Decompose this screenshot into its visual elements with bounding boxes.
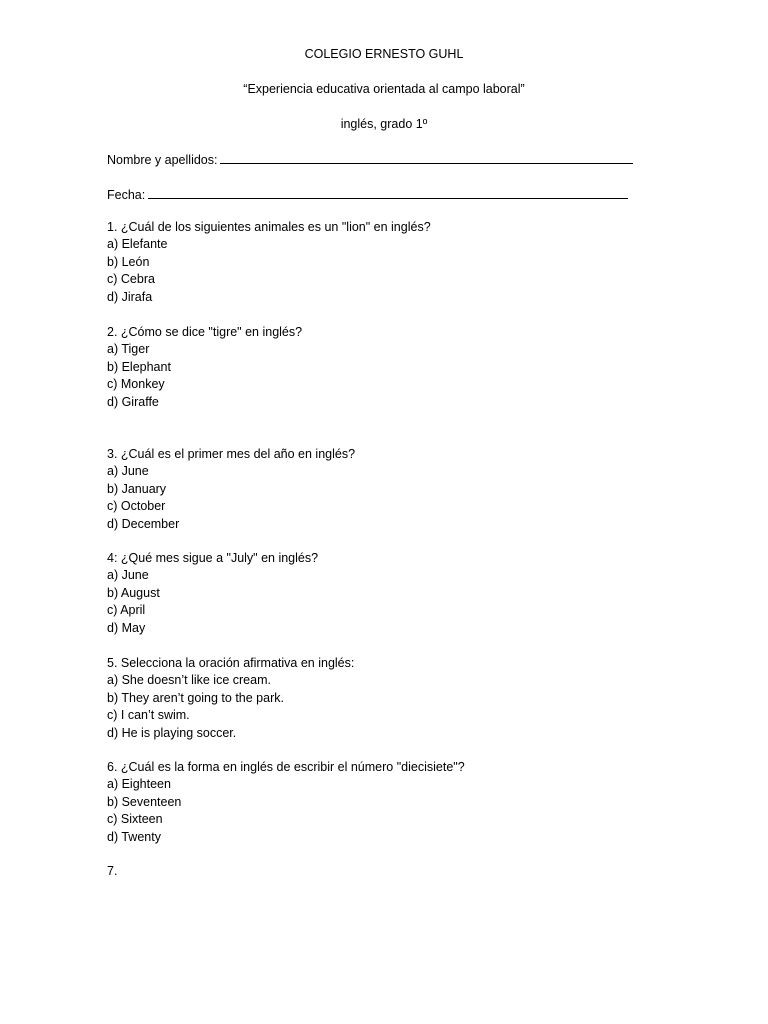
- name-label: Nombre y apellidos:: [107, 153, 218, 167]
- answer-option: b) August: [107, 585, 160, 600]
- answer-option: d) December: [107, 516, 180, 531]
- question-text: 5. Selecciona la oración afirmativa en inglés:: [107, 656, 355, 670]
- answer-option: b) Elephant: [107, 359, 171, 374]
- answer-option: a) Eighteen: [107, 777, 171, 792]
- date-label: Fecha:: [107, 188, 146, 202]
- answer-option: c) April: [107, 603, 146, 618]
- question-2: [107, 324, 727, 411]
- answer-option: b) They aren’t going to the park.: [107, 690, 284, 705]
- answer-option: c) I can’t swim.: [107, 708, 190, 723]
- question-text: 2. ¿Cómo se dice "tigre" en inglés?: [107, 325, 303, 339]
- answer-option: c) Sixteen: [107, 812, 163, 827]
- school-name: COLEGIO ERNESTO GUHL: [304, 47, 464, 61]
- course-label: inglés, grado 1º: [340, 117, 428, 131]
- question-5: [107, 655, 727, 742]
- answer-option: c) Cebra: [107, 272, 155, 287]
- answer-option: b) Seventeen: [107, 794, 182, 809]
- answer-option: a) June: [107, 568, 149, 583]
- answer-option: d) Twenty: [107, 829, 161, 844]
- question-4: [107, 550, 727, 637]
- question-text: 4: ¿Qué mes sigue a "July" en inglés?: [107, 551, 319, 565]
- answer-option: d) Giraffe: [107, 394, 159, 409]
- date-underline: [148, 185, 628, 199]
- answer-option: a) She doesn’t like ice cream.: [107, 673, 271, 688]
- question-text: 3. ¿Cuál es el primer mes del año en inglés?: [107, 447, 356, 461]
- answer-option: b) León: [107, 254, 150, 269]
- name-field: [107, 150, 633, 169]
- answer-option: a) Elefante: [107, 237, 168, 252]
- question-3: [107, 446, 727, 533]
- answer-option: c) October: [107, 499, 166, 514]
- answer-option: a) Tiger: [107, 342, 150, 357]
- question-7: [107, 863, 727, 880]
- question-1: [107, 219, 727, 306]
- question-6: [107, 759, 727, 846]
- answer-option: d) May: [107, 620, 146, 635]
- question-text: 6. ¿Cuál es la forma en inglés de escribir el número "diecisiete"?: [107, 760, 465, 774]
- answer-option: d) He is playing soccer.: [107, 725, 237, 740]
- date-field: [107, 185, 628, 204]
- answer-option: a) June: [107, 464, 149, 479]
- question-text: 7.: [107, 864, 118, 878]
- answer-option: c) Monkey: [107, 377, 165, 392]
- answer-option: b) January: [107, 481, 167, 496]
- document-subtitle: “Experiencia educativa orientada al campo laboral”: [243, 82, 525, 96]
- answer-option: d) Jirafa: [107, 289, 153, 304]
- question-text: 1. ¿Cuál de los siguientes animales es un "lion" en inglés?: [107, 220, 431, 234]
- name-underline: [220, 150, 633, 164]
